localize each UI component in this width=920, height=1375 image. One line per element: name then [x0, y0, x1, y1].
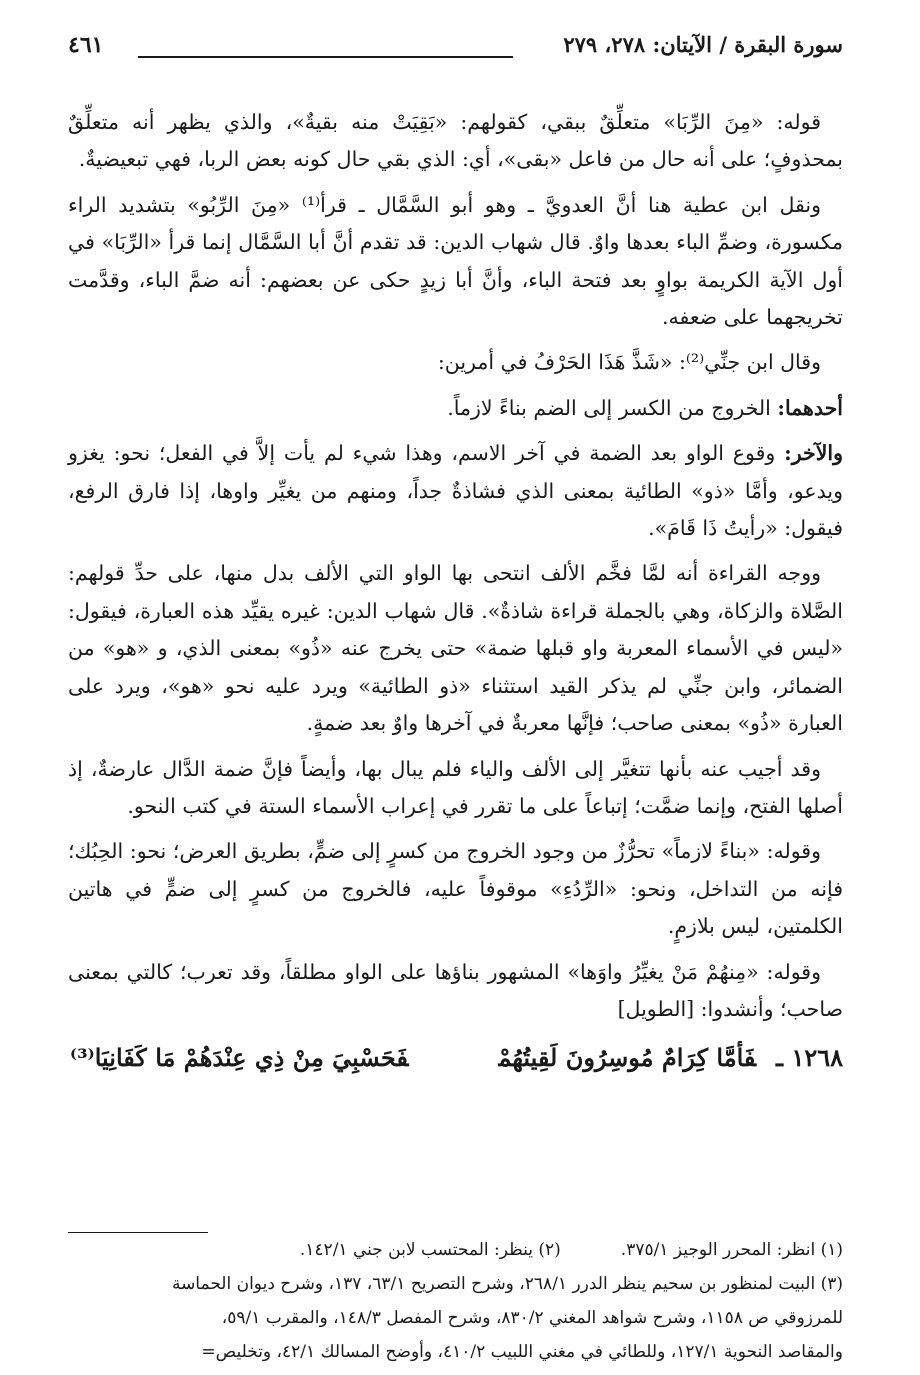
paragraph-text: قوله: «مِنَ الرِّبَا» متعلِّقٌ ببقي، كقولهم: «بَقِيَتْ منه بقيةٌ»، والذي يظهر أنه متعلِّقٌ بمحذوفٍ؛ على أنه حال من فاعل «بقى»، أي: الذي بقي حال كونه بعض الربا، فهي تبعيضيةٌ.: [68, 110, 843, 172]
paragraph-9: [68, 954, 843, 1029]
paragraph-text: ووجه القراءة أنه لمَّا فخَّم الألف انتحى بها الواو التي الألف بدل منها، على حدِّ قولهم: الصَّلاة والزكاة، وهي بالجملة قراءة شاذةٌ». قال شهاب الدين: غيره يقيِّد هذه العبارة، فيقول: «ليس في الأسماء المعربة واو قبلها ضمة» حتى يخرج عنه «ذُو» بمعنى الذي، و «هو» من الضمائر، وابن جنِّي لم يذكر القيد استثناء «ذو الطائية» ويرد عليه نحو «هو»، ويرد على العبارة «ذُو» بمعنى صاحب؛ فإنَّها معربةٌ في آخرها واوٌ بعد ضمةٍ.: [68, 561, 843, 736]
verse-hemistich-2: فَحَسْبِيَ مِنْ ذِي عِنْدَهُمْ مَا كَفَانِيَا⁽³⁾: [69, 1043, 409, 1073]
main-text: [68, 104, 843, 1080]
paragraph-text: وقوع الواو بعد الضمة في آخر الاسم، وهذا شيء لم يأت إلاَّ في الفعل؛ نحو: يغزو ويدعو، وأمَّا «ذو» الطائية بمعنى الذي فشاذةٌ جداً، ومنهم من يغيِّر واوها، إذا فارق الرفع، فيقول: «رأيتُ ذَا قَامَ».: [68, 441, 843, 541]
footnote-row: [68, 1233, 843, 1267]
verse-hemistich-1: فَأمَّا كِرَامٌ مُوسِرُونَ لَقِيتُهُمْ: [498, 1043, 757, 1073]
running-header: [68, 30, 843, 64]
poetry-verse: [68, 1036, 843, 1080]
paragraph-lead: والآخر:: [784, 441, 843, 466]
page: [68, 30, 843, 1362]
paragraph-2: [68, 187, 843, 337]
paragraph-1: [68, 104, 843, 179]
header-title: سورة البقرة / الآيتان: ٢٧٨، ٢٧٩: [563, 32, 843, 57]
verse-number: ١٢٦٨ ـ: [776, 1043, 843, 1073]
paragraph-text: وقال ابن جنِّي⁽²⁾: «شَذَّ هَذَا الحَرْفُ في أمرين:: [437, 350, 821, 375]
paragraph-7: [68, 751, 843, 826]
paragraph-second-point: [68, 435, 843, 547]
header-rule: [138, 56, 513, 58]
paragraph-text: وقوله: «بناءً لازماً» تحرُّزٌ من وجود الخروج من كسرٍ إلى ضمٍّ، بطريق العرض؛ نحو: الحِبُك؛ فإنه من التداخل، ونحو: «الرِّدُءِ» موقوفاً عليه، فالخروج من كسرٍ إلى ضمٍّ في هاتين الكلمتين، ليس بلازمٍ.: [68, 839, 843, 939]
paragraph-8: [68, 833, 843, 945]
footnotes: [68, 1212, 843, 1369]
footnote-2: (٢) ينظر: المحتسب لابن جني ١٤٢/١.: [299, 1240, 561, 1260]
paragraph-text: وقد أجيب عنه بأنها تتغيَّر إلى الألف والياء فلم يبال بها، وأيضاً فإنَّ ضمة الدَّال عارضةٌ، إذ أصلها الفتح، وإنما ضمَّت؛ إتباعاً على ما تقرر في إعراب الأسماء الستة في كتب النحو.: [68, 756, 843, 818]
paragraph-text: وقوله: «مِنهُمْ مَنْ يغيِّرُ واوَها» المشهور بناؤها على الواو مطلقاً، وقد تعرب؛ كالتي بمعنى صاحب؛ وأنشدوا: [الطويل]: [68, 959, 843, 1021]
footnote-3-line-1: (٣) البيت لمنظور بن سحيم ينظر الدرر ٢٦٨/١، وشرح التصريح ٦٣/١، ١٣٧، وشرح ديوان الحماسة: [171, 1274, 843, 1294]
paragraph-3: [68, 344, 843, 381]
footnote-3-line-2: للمرزوقي ص ١١٥٨، وشرح شواهد المغني ٨٣٠/٢، وشرح المفصل ١٤٨/٣، والمقرب ٥٩/١،: [221, 1308, 843, 1328]
paragraph-text: الخروج من الكسر إلى الضم بناءً لازماً.: [447, 395, 778, 420]
paragraph-lead: أحدهما:: [777, 395, 843, 420]
footnote-3-line-3: والمقاصد النحوية ١٢٧/١، وللطائي في مغني اللبيب ٤١٠/٢، وأوضح المسالك ٤٢/١، وتخليص=: [201, 1342, 843, 1362]
paragraph-text: ونقل ابن عطية هنا أنَّ العدويَّ ـ وهو أبو السَّمَّال ـ قرأ⁽¹⁾ «مِنَ الرِّبُو» بتشديد الراء مكسورة، وضمِّ الباء بعدها واوٌ. قال شهاب الدين: قد تقدم أنَّ أبا السَّمَّال إنما قرأ «الرِّبَا» في أول الآية الكريمة بواوٍ بعد فتحة الباء، وأنَّ أبا زيدٍ حكى عن بعضهم: أنه ضمَّ الباء، وقدَّمت تخريجهما على ضعفه.: [68, 192, 843, 330]
page-number: ٤٦١: [68, 32, 104, 58]
paragraph-6: [68, 555, 843, 742]
paragraph-first-point: [68, 390, 843, 427]
footnote-1: (١) انظر: المحرر الوجيز ٣٧٥/١.: [620, 1240, 843, 1260]
